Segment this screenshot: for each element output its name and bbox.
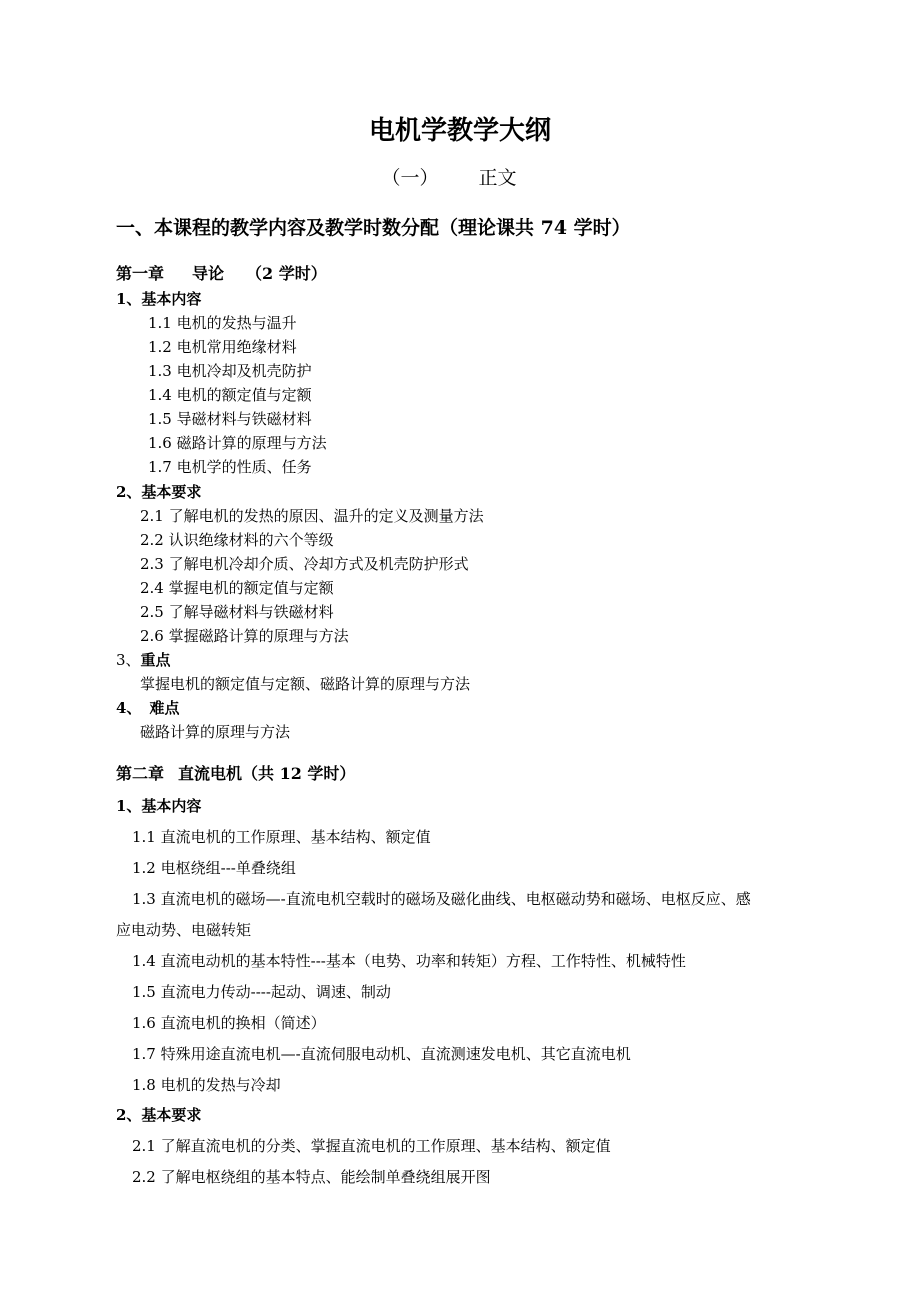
ch1-key-number: 3、 [116,651,141,669]
ch2-content-item: 1.1 直流电机的工作原理、基本结构、额定值 [132,828,431,846]
document-title: 电机学教学大纲 [368,116,551,146]
ch1-difficult-number: 4、 [116,699,142,717]
ch1-key-label: 重点 [140,651,171,669]
ch1-content-item: 1.2 电机常用绝缘材料 [148,338,297,356]
ch1-difficult-label: 难点 [149,699,180,717]
ch2-content-item: 1.5 直流电力传动----起动、调速、制动 [132,983,391,1001]
subtitle-number: （一） [381,167,439,189]
ch2-content-item: 1.4 直流电动机的基本特性---基本（电势、功率和转矩）方程、工作特性、机械特性 [132,952,686,970]
ch1-content-item: 1.6 磁路计算的原理与方法 [148,434,327,452]
ch2-content-item: 1.7 特殊用途直流电机—-直流伺服电动机、直流测速发电机、其它直流电机 [132,1045,631,1063]
ch1-difficult-heading [116,699,179,717]
ch2-content-item: 1.2 电枢绕组---单叠绕组 [132,859,296,877]
chapter-1-title: 导论 [192,264,225,283]
ch2-requirements-heading: 2、基本要求 [116,1106,202,1124]
ch2-requirement-item: 2.2 了解电枢绕组的基本特点、能绘制单叠绕组展开图 [132,1168,491,1186]
chapter-1-number: 第一章 [116,264,165,283]
ch1-content-item: 1.7 电机学的性质、任务 [148,458,312,476]
ch1-key-heading [116,651,171,669]
ch1-requirements-heading: 2、基本要求 [116,483,202,501]
section-heading: 一、本课程的教学内容及教学时数分配（理论课共 74 学时） [116,217,631,239]
ch1-requirement-item: 2.2 认识绝缘材料的六个等级 [140,531,334,549]
ch2-content-item-continuation: 应电动势、电磁转矩 [116,921,252,939]
ch1-content-item: 1.5 导磁材料与铁磁材料 [148,410,312,428]
ch1-requirement-item: 2.1 了解电机的发热的原因、温升的定义及测量方法 [140,507,484,525]
ch2-requirement-item: 2.1 了解直流电机的分类、掌握直流电机的工作原理、基本结构、额定值 [132,1137,611,1155]
subtitle-text: 正文 [478,167,517,189]
ch1-basic-content-heading: 1、基本内容 [116,290,202,308]
ch1-content-item: 1.1 电机的发热与温升 [148,314,297,332]
ch2-content-item: 1.3 直流电机的磁场—-直流电机空载时的磁场及磁化曲线、电枢磁动势和磁场、电枢反应、感 [132,890,751,908]
chapter-2-heading [116,765,355,783]
ch1-requirement-item: 2.6 掌握磁路计算的原理与方法 [140,627,349,645]
chapter-2-number: 第二章 [116,764,165,783]
ch1-content-item: 1.3 电机冷却及机壳防护 [148,362,312,380]
ch1-requirement-item: 2.4 掌握电机的额定值与定额 [140,579,334,597]
chapter-1-hours: （2 学时） [246,264,327,283]
chapter-2-title: 直流电机（共 12 学时） [178,764,356,783]
ch2-content-item: 1.8 电机的发热与冷却 [132,1076,281,1094]
ch1-content-item: 1.4 电机的额定值与定额 [148,386,312,404]
ch2-basic-content-heading: 1、基本内容 [116,797,202,815]
chapter-1-heading [116,265,327,283]
ch1-requirement-item: 2.3 了解电机冷却介质、冷却方式及机壳防护形式 [140,555,469,573]
ch2-content-item: 1.6 直流电机的换相（简述） [132,1014,326,1032]
ch1-difficult-text: 磁路计算的原理与方法 [140,723,291,741]
ch1-requirement-item: 2.5 了解导磁材料与铁磁材料 [140,603,334,621]
subtitle [0,167,920,189]
ch1-key-text: 掌握电机的额定值与定额、磁路计算的原理与方法 [140,675,471,693]
